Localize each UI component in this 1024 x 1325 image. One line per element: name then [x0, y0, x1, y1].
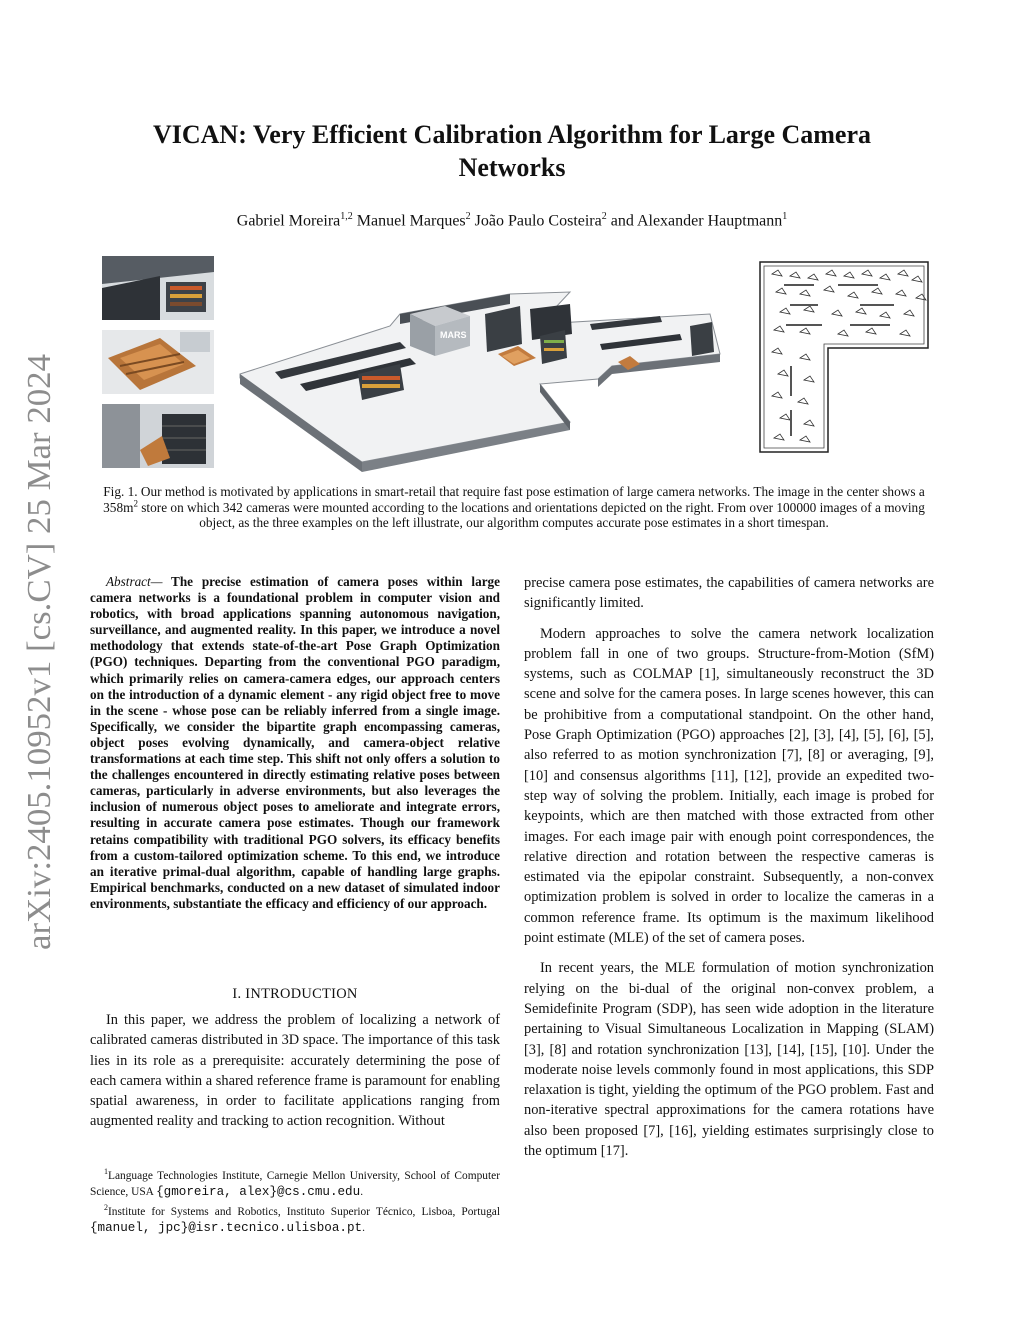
figure-1	[100, 254, 936, 474]
footnote-1-end: .	[360, 1185, 364, 1198]
footnote-2-email: {manuel, jpc}@isr.tecnico.ulisboa.pt	[90, 1220, 363, 1235]
caption-superscript: 2	[133, 498, 138, 509]
abstract-lead: Abstract—	[106, 574, 163, 589]
store-sign: MARS	[440, 330, 467, 340]
figure-caption	[90, 484, 938, 531]
example-image-3	[102, 404, 214, 468]
author-2: Manuel Marques	[356, 212, 466, 230]
caption-text-1: Fig. 1. Our method is motivated by applications in smart-retail that require fast pose estimation of large camera networks. The image in the center shows a 358m	[103, 484, 925, 515]
example-image-1	[100, 256, 216, 324]
abstract-body: The precise estimation of camera poses within large camera networks is a foundational problem in computer vision and robotics, with broad applications spanning autonomous navigation, surveillance, and augmented reality. In this paper, we introduce a novel methodology that extends state-of-the-art Pose Graph Optimization (PGO) techniques. Departing from the conventional PGO paradigm, which primarily relies on camera-camera edges, our approach centers on the introduction of a dynamic element - any rigid object free to move in the scene - whose pose can be reliably inferred from a single image. Specifically, we consider the bipartite graph encompassing cameras, object poses evolving dynamically, and camera-object relative transformations at each time step. This shift not only offers a solution to the challenges encountered in directly estimating relative poses between cameras, particularly in adverse environments, but also leverages the inclusion of numerous object poses to ameliorate and integrate errors, resulting in accurate camera pose estimates. Though our framework retains compatibility with traditional PGO solvers, its efficacy benefits from a custom-tailored optimization scheme. To this end, we introduce an iterative primal-dual algorithm, capable of handling large graphs. Empirical benchmarks, conducted on a new dataset of simulated indoor environments, substantiate the efficacy and efficiency of our approach.	[90, 574, 500, 911]
author-2-affil: 2	[465, 211, 471, 222]
footnote-2-end: .	[362, 1221, 365, 1234]
right-paragraph-0: precise camera pose estimates, the capabilities of camera networks are significantly limited.	[524, 575, 934, 612]
footnote-2-mark: 2	[104, 1203, 108, 1213]
camera-layout-plan	[760, 262, 928, 452]
example-image-2	[102, 330, 214, 394]
author-3-affil: 2	[601, 211, 607, 222]
intro-paragraph-1: In this paper, we address the problem of localizing a network of calibrated cameras distributed in 3D space. The importance of this task lies in its role as a prerequisite: accurately determining the pose of each camera within a shared reference frame is paramount for enabling spatial awareness, in order to facilitate applications ranging from augmented reality and tracking to action recognition. Without	[90, 1012, 500, 1130]
author-1: Gabriel Moreira	[236, 212, 341, 230]
footnote-1-email: {gmoreira, alex}@cs.cmu.edu	[156, 1184, 361, 1199]
author-1-affil: 1,2	[340, 211, 353, 222]
store-render	[240, 292, 720, 472]
footnotes	[90, 1164, 500, 1237]
arxiv-id: arXiv:2405.10952v1 [cs.CV] 25 Mar 2024	[21, 368, 58, 950]
author-3: João Paulo Costeira	[474, 212, 602, 230]
author-list	[100, 211, 924, 230]
footnote-2	[90, 1200, 500, 1236]
right-column	[524, 573, 934, 1171]
footnote-2-text: Institute for Systems and Robotics, Instituto Superior Técnico, Lisboa, Portugal	[108, 1206, 500, 1219]
section-heading-introduction: I. INTRODUCTION	[232, 986, 358, 1002]
right-paragraph-1: Modern approaches to solve the camera network localization problem fall in one of two groups. Structure-from-Motion (SfM) systems, such as COLMAP [1], simultaneously reconstruct the 3D scene and solve for the camera poses. In large scenes however, this can be prohibitive from a computational standpoint. On the other hand, Pose Graph Optimization (PGO) approaches [2], [3], [4], [5], [6], [5], also referred to as motion synchronization [7], [8] or averaging, [9], [10] and consensus algorithms [11], [12], provide an expedited two-step way of solving the problem. Initially, each image is probed for keypoints, which are then matched with those extracted from other images. For each image pair with enough point correspondences, the relative direction and rotation between the respective cameras is estimated via the epipolar constraint. Subsequently, a non-convex optimization problem is solved in order to localize the cameras in a common reference frame. Its optimum is the maximum likelihood point estimate (MLE) of the set of camera poses.	[524, 625, 934, 947]
footnote-1	[90, 1164, 500, 1200]
right-paragraph-2: In recent years, the MLE formulation of motion synchronization relying on the bi-dual of the original non-convex problem, a Semidefinite Program (SDP), has seen wide adoption in the literature pertaining to Visual Simultaneous Localization in Mapping (SLAM) [3], [8] and rotation synchronization [13], [14], [15], [10]. Under the moderate noise levels commonly found in most applications, this SDP relaxation is tight, yielding the optimum of the PGO problem. Fast and non-iterative spectral approximations for the camera rotations have also been proposed [7], [16], yielding estimates surprisingly close to the optimum [17].	[524, 960, 934, 1160]
title-line-2: Networks	[458, 153, 566, 182]
author-4: and Alexander Hauptmann	[610, 212, 783, 230]
author-4-affil: 1	[782, 211, 788, 222]
caption-text-2: store on which 342 cameras were mounted according to the locations and orientations depicted on the right. From over 100000 images of a moving object, as the three examples on the left illustrate, our algorithm computes accurate pose estimates in a short timespan.	[137, 499, 925, 531]
paper-title	[100, 118, 924, 184]
footnote-1-mark: 1	[104, 1167, 108, 1176]
title-line-1: VICAN: Very Efficient Calibration Algorithm for Large Camera	[152, 120, 872, 149]
arxiv-side-stamp	[6, 352, 66, 950]
footnote-1-text: Language Technologies Institute, Carnegie Mellon University, School of Computer Science, USA	[90, 1169, 500, 1198]
abstract	[90, 574, 500, 912]
